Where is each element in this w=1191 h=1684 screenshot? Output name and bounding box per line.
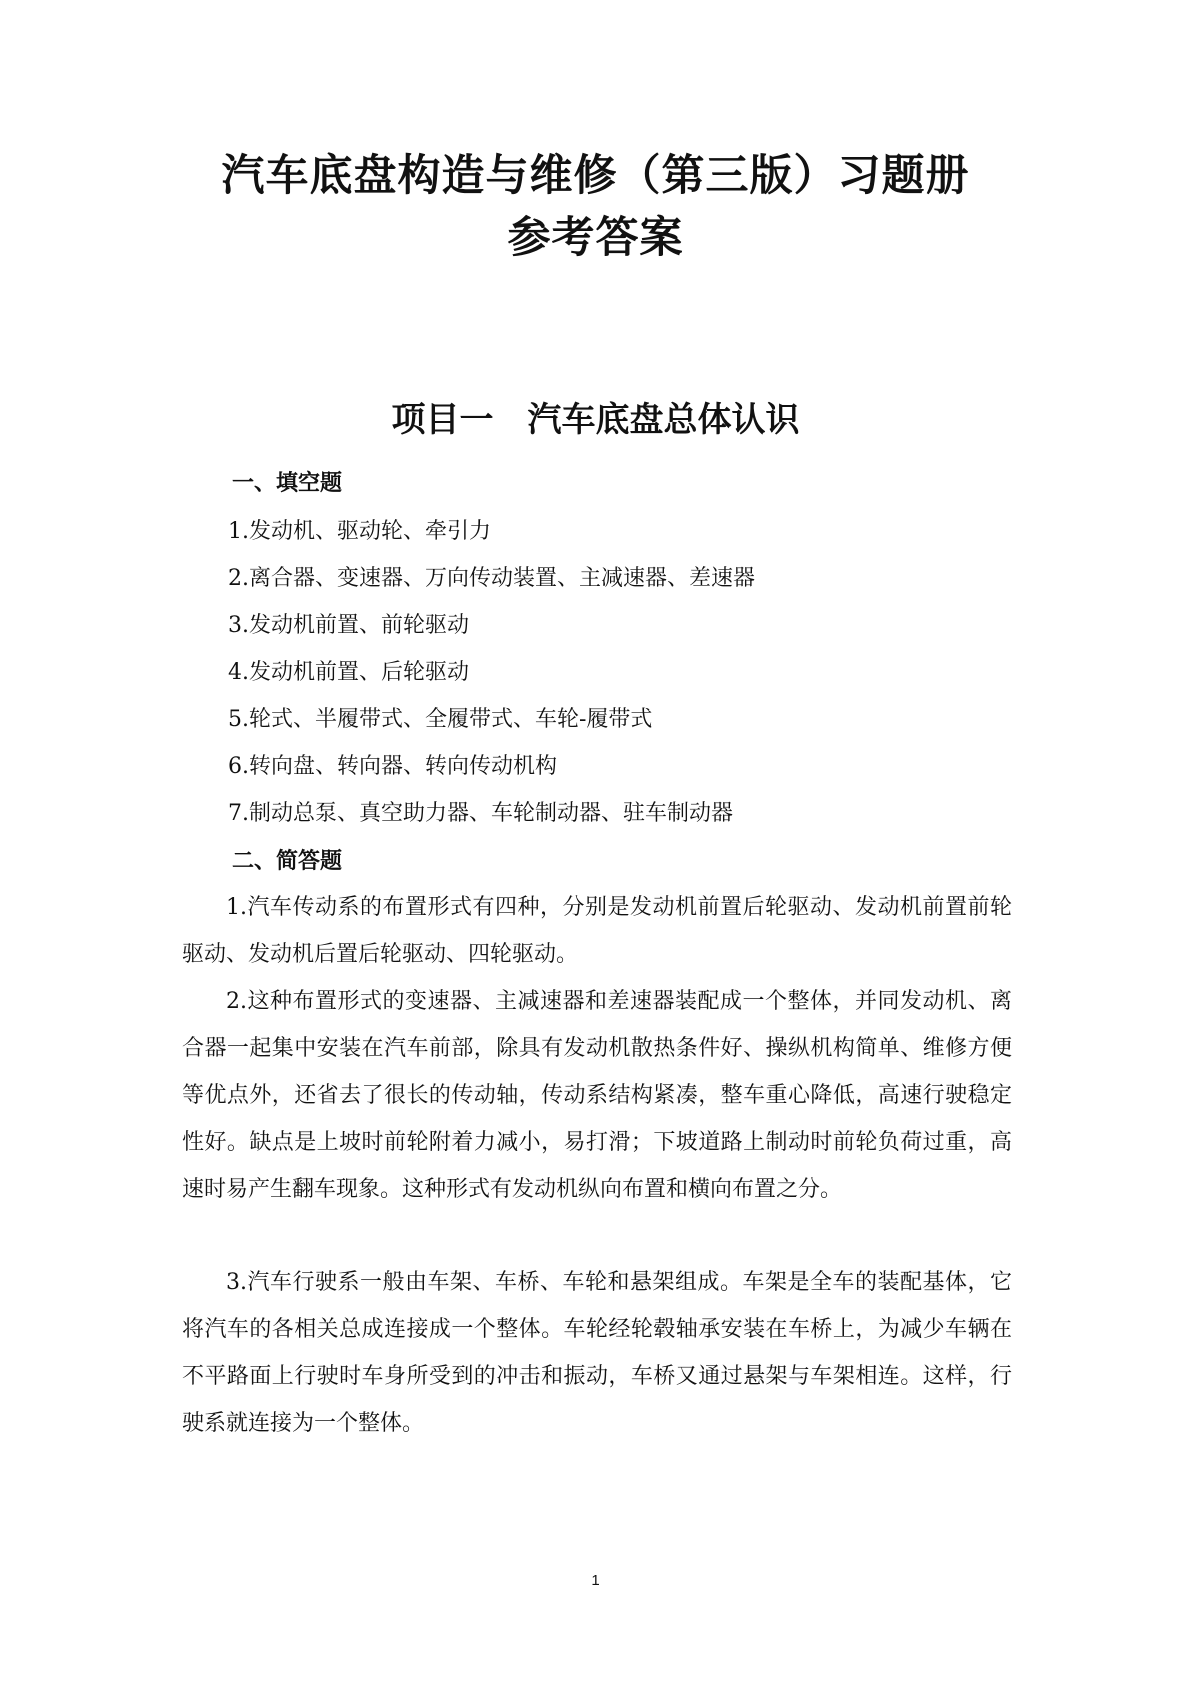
document-title: 汽车底盘构造与维修（第三版）习题册 xyxy=(221,151,970,201)
section-heading-short-answer: 二、简答题 xyxy=(232,848,343,874)
answer-paragraph: 3.汽车行驶系一般由车架、车桥、车轮和悬架组成。车架是全车的装配基体，它将汽车的各相关总成连接成一个整体。车轮经轮毂轴承安装在车桥上，为减少车辆在不平路面上行驶时车身所受到的冲击和振动，车桥又通过悬架与车架相连。这样，行驶系就连接为一个整体。 xyxy=(182,1270,1012,1436)
list-item: 3.发动机前置、前轮驱动 xyxy=(228,613,469,638)
answer-paragraph: 2.这种布置形式的变速器、主减速器和差速器装配成一个整体，并同发动机、离合器一起集中安装在汽车前部，除具有发动机散热条件好、操纵机构简单、维修方便等优点外，还省去了很长的传动轴，传动系结构紧凑，整车重心降低，高速行驶稳定性好。缺点是上坡时前轮附着力减小，易打滑；下坡道路上制动时前轮负荷过重，高速时易产生翻车现象。这种形式有发动机纵向布置和横向布置之分。 xyxy=(182,989,1012,1202)
page-number: 1 xyxy=(591,1572,600,1589)
list-item: 5.轮式、半履带式、全履带式、车轮-履带式 xyxy=(228,707,653,732)
list-item: 2.离合器、变速器、万向传动装置、主减速器、差速器 xyxy=(228,566,755,591)
document-subtitle: 参考答案 xyxy=(507,213,684,263)
answer-paragraph: 1.汽车传动系的布置形式有四种，分别是发动机前置后轮驱动、发动机前置前轮驱动、发动机后置后轮驱动、四轮驱动。 xyxy=(182,895,1012,967)
list-item: 6.转向盘、转向器、转向传动机构 xyxy=(228,754,557,779)
list-item: 7.制动总泵、真空助力器、车轮制动器、驻车制动器 xyxy=(228,801,733,826)
section-heading-fill-in: 一、填空题 xyxy=(232,470,343,496)
list-item: 1.发动机、驱动轮、牵引力 xyxy=(228,519,491,544)
project-title: 项目一 汽车底盘总体认识 xyxy=(391,400,800,440)
list-item: 4.发动机前置、后轮驱动 xyxy=(228,660,469,685)
